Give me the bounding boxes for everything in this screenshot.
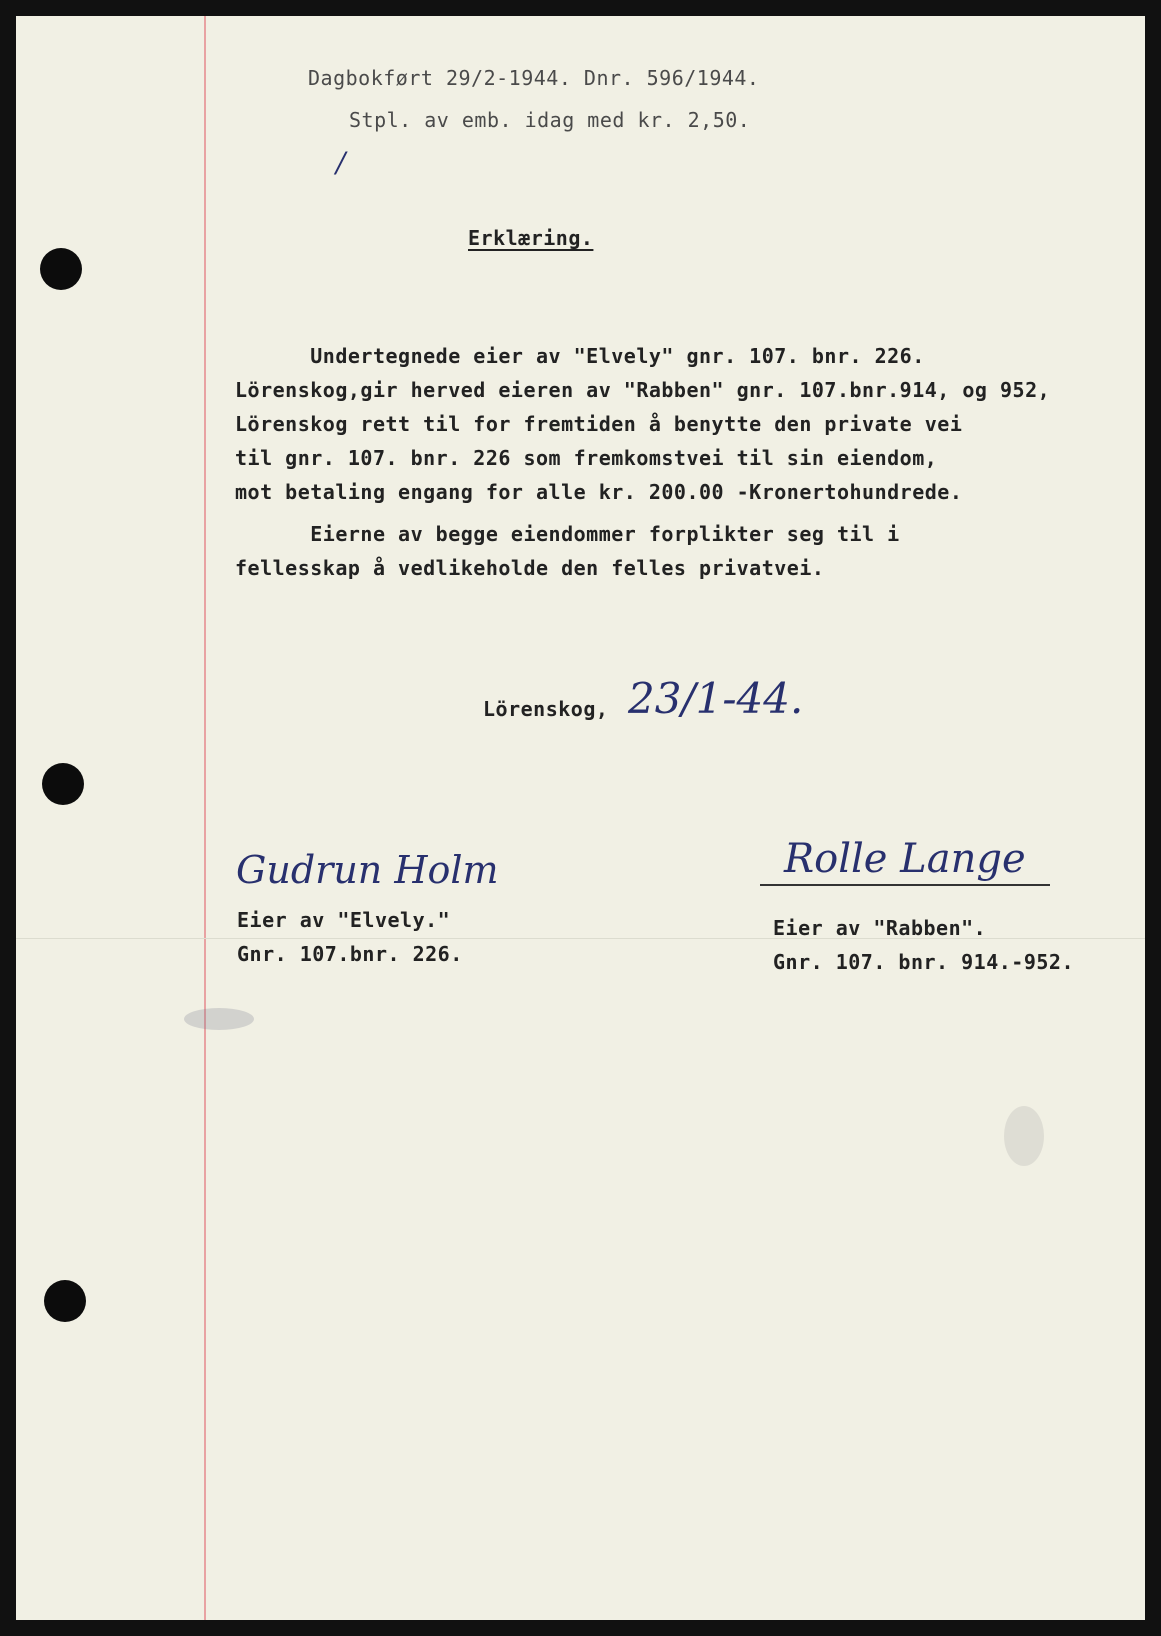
body-line: Lörenskog,gir herved eieren av "Rabben" gnr. 107.bnr.914, og 952, — [235, 378, 1051, 402]
right-signatory-property: Gnr. 107. bnr. 914.-952. — [773, 950, 1074, 974]
right-signatory-owner: Eier av "Rabben". — [773, 916, 987, 940]
body-line: fellesskap å vedlikeholde den felles privatvei. — [235, 556, 825, 580]
left-signatory-property: Gnr. 107.bnr. 226. — [237, 942, 463, 966]
handwritten-date: 23/1-44. — [628, 674, 804, 723]
body-line: Eierne av begge eiendommer forplikter seg til i — [235, 522, 900, 546]
document-title: Erklæring. — [468, 226, 594, 250]
body-line: Undertegnede eier av "Elvely" gnr. 107. bnr. 226. — [235, 344, 925, 368]
body-line: til gnr. 107. bnr. 226 som fremkomstvei til sin eiendom, — [235, 446, 938, 470]
fee-stamp-line: Stpl. av emb. idag med kr. 2,50. — [349, 108, 751, 132]
punch-hole — [42, 763, 84, 805]
tick-mark: / — [336, 146, 346, 179]
signature-left: Gudrun Holm — [236, 848, 499, 892]
punch-hole — [40, 248, 82, 290]
signature-right: Rolle Lange — [784, 836, 1026, 882]
place-label: Lörenskog, — [483, 697, 609, 721]
ink-smudge — [1004, 1106, 1044, 1166]
document-page — [16, 16, 1145, 1620]
signature-rule — [760, 884, 1050, 886]
margin-rule — [204, 16, 206, 1620]
body-line: Lörenskog rett til for fremtiden å benytte den private vei — [235, 412, 963, 436]
left-signatory-owner: Eier av "Elvely." — [237, 908, 451, 932]
ink-smudge — [184, 1008, 254, 1030]
punch-hole — [44, 1280, 86, 1322]
body-line: mot betaling engang for alle kr. 200.00 -Kronertohundrede. — [235, 480, 963, 504]
journal-stamp-line: Dagbokført 29/2-1944. Dnr. 596/1944. — [308, 66, 760, 90]
